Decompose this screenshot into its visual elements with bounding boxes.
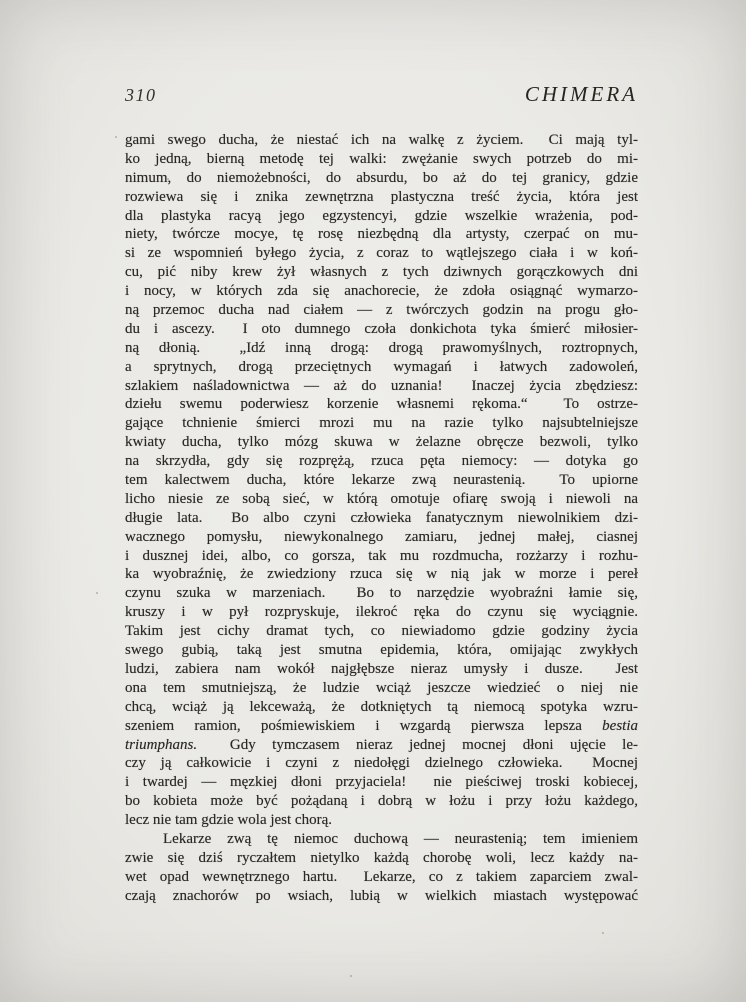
text-line: triumphans. Gdy tymczasem nieraz jednej mocnej dłoni ujęcie le- [125,736,638,753]
text-line: ka wyobraźnię, że zwiedziony rzuca się w nią jak w morze i pereł [125,566,638,583]
text-line: czynu szuka w marzeniach. Bo to narzędzie wyobraźni łamie się, [125,585,638,602]
text-line: tem kalectwem ducha, które lekarze zwą neurastenią. To upiorne [125,472,638,489]
text-line: ludzi, zabiera nam wokół najgłębsze nieraz umysły i dusze. Jest [125,660,638,677]
text-line: szlakiem naśladownictwa — aż do uznania! Inaczej życia zbędziesz: [125,377,638,394]
scan-speck [350,975,352,977]
text-line: wacznego pomysłu, niewykonalnego zamiaru, jednej małej, ciasnej [125,528,638,545]
scan-speck [115,136,117,138]
text-line: i dusznej idei, albo, co gorsza, tak mu rozdmucha, rozżarzy i rozhu- [125,547,638,564]
text-line: si ze wspomnień byłego życia, z coraz to wątlejszego ciała i w koń- [125,245,638,262]
text-line: niety, twórcze mocye, tę rosę niezbędną dla artysty, czerpać on mu- [125,226,638,243]
text-line: kruszy i w pył rozpryskuje, ilekroć ręka do czynu się wyciągnie. [125,604,638,621]
text-line: lecz nie tam gdzie wola jest chorą. [125,812,332,829]
body-text [125,131,638,906]
text-line: a sprytnych, drogą przeciętnych wymagań i łatwych zadowoleń, [125,358,638,375]
journal-title: CHIMERA [524,82,638,106]
text-line: długie lata. Bo albo czyni człowieka fanatycznym niewolnikiem dzi- [125,509,638,526]
page-number: 310 [125,85,157,105]
text-line: szeniem ramion, pośmiewiskiem i wzgardą pierwsza lepsza bestia [125,717,638,734]
text-line: gami swego ducha, że niestać ich na walkę z życiem. Ci mają tyl- [125,132,638,148]
text-line: czy ją całkowicie i czyni z niedołęgi dzielnego człowieka. Mocnej [125,755,638,772]
text-line: swego gubią, taką jest smutna epidemia, która, omijając zwykłych [125,642,638,659]
text-line: gające tchnienie śmierci mrozi mu na razie tylko najsubtelniejsze [125,415,638,432]
text-line: i twardej — męzkiej dłoni przyjaciela! nie pieściwej troski kobiecej, [125,774,638,791]
text-line: rozwiewa się i znika zewnętrzna plastyczna treść życia, która jest [125,188,638,205]
text-line: Takim jest cichy dramat tych, co niewiadomo gdzie godziny życia [125,623,638,640]
text-line: cu, pić niby krew żył własnych z tych dziwnych gorączkowych dni [125,264,638,281]
page-header [125,82,638,108]
text-line: bo kobieta może być pożądaną i dobrą w łożu i przy łożu każdego, [125,793,638,810]
text-line: kwiaty ducha, tylko mózg skuwa w żelazne obręcze bezwoli, tylko [125,434,638,451]
page-content [125,82,638,906]
text-line: dla plastyka racyą jego egzystencyi, gdzie wszelkie wrażenia, pod- [125,207,638,224]
text-line: wet opad wewnętrznego hartu. Lekarze, co z takiem zaparciem zwal- [125,868,638,885]
text-line: Lekarze zwą tę niemoc duchową — neurastenią; tem imieniem [163,830,638,847]
scan-speck [96,592,98,594]
text-line: na skrzydła, gdy się rozprężą, rzuca pęta niemocy: — dotyka go [125,453,638,470]
text-line: du i ascezy. I oto dumnego czoła donkichota tyka śmierć miłosier- [125,320,638,337]
text-line: chcą, wciąż ją lekceważą, że dotkniętych tą niemocą spotyka wzru- [125,698,638,715]
text-line: nimum, do niemożebności, do absurdu, bo aż do tej granicy, gdzie [125,169,638,186]
scan-speck [602,932,604,934]
text-line: i nocy, w których zda się anachorecie, że zdoła osiągnąć wymarzo- [125,283,638,300]
text-line: czają znachorów po wsiach, lubią w wielkich miastach występować [125,887,638,904]
text-line: ną dłonią. „Idź inną drogą: drogą prawomyślnych, roztropnych, [125,339,638,356]
text-line: dziełu swemu poderwiesz korzenie własnemi rękoma.“ To ostrze- [125,396,638,413]
text-line: ną przemoc ducha nad ciałem — z twórczych godzin na progu gło- [125,302,638,319]
text-line: licho niesie ze sobą sieć, w którą omotuje ofiarę swoją i niewoli na [125,490,638,507]
text-line: ko jedną, bierną metodę tej walki: zwężanie swych potrzeb do mi- [125,150,638,167]
text-line: zwie się dziś ryczałtem nietylko każdą chorobę woli, lecz każdy na- [125,849,638,866]
text-line: ona tem smutniejszą, że ludzie wciąż jeszcze wiedzieć o niej nie [125,679,638,696]
